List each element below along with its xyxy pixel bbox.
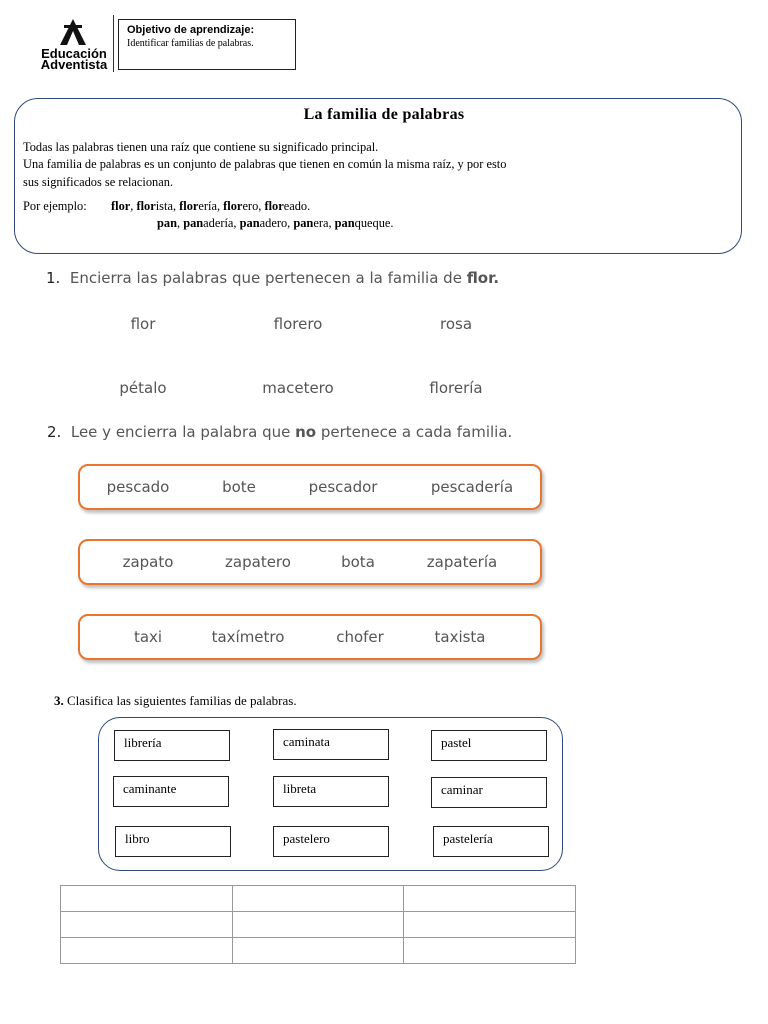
q2-word[interactable]: pescadería <box>430 478 514 496</box>
logo <box>36 18 112 70</box>
logo-line1: Educación <box>41 46 107 61</box>
q2-word[interactable]: taxista <box>434 628 486 646</box>
question-2-number: 2. <box>47 423 62 441</box>
example-suffix: ería, <box>198 199 224 213</box>
word-bank-item[interactable]: libreta <box>273 776 389 807</box>
info-title: La familia de palabras <box>303 106 465 123</box>
example-pan <box>157 216 394 231</box>
example-suffix: era, <box>313 216 335 230</box>
q2-word[interactable]: bota <box>341 553 375 571</box>
table-cell[interactable] <box>232 912 404 938</box>
word-bank-item[interactable]: caminata <box>273 729 389 760</box>
table-cell[interactable] <box>61 912 233 938</box>
example-label: Por ejemplo: <box>23 199 87 213</box>
q2-word[interactable]: zapatería <box>426 553 498 571</box>
q1-word[interactable]: flor <box>130 315 156 333</box>
q1-word[interactable]: rosa <box>439 315 473 333</box>
table-cell[interactable] <box>404 886 576 912</box>
word-bank-item[interactable]: pastelería <box>433 826 549 857</box>
table-row <box>61 886 576 912</box>
info-line-3: sus significados se relacionan. <box>23 175 174 189</box>
q2-word[interactable]: zapato <box>122 553 174 571</box>
table-cell[interactable] <box>61 886 233 912</box>
example-suffix: eado. <box>283 199 311 213</box>
q1-word[interactable]: macetero <box>262 379 334 397</box>
header-divider <box>113 15 114 72</box>
table-row <box>61 912 576 938</box>
example-root: pan <box>157 216 177 230</box>
question-1-number: 1. <box>46 269 61 287</box>
word-bank-item[interactable]: pastelero <box>273 826 389 857</box>
q1-word[interactable]: florería <box>429 379 483 397</box>
example-root: flor <box>136 199 156 213</box>
objective-box <box>118 19 296 70</box>
question-3-number: 3. <box>54 693 64 708</box>
table-row <box>61 938 576 964</box>
q1-word[interactable]: pétalo <box>119 379 167 397</box>
question-1 <box>46 269 499 287</box>
word-bank-item[interactable]: pastel <box>431 730 547 761</box>
example-root: flor <box>223 199 243 213</box>
question-2-bold: no <box>295 423 317 441</box>
q2-word[interactable]: taxi <box>133 628 163 646</box>
example-root: pan <box>293 216 314 230</box>
question-3 <box>54 693 297 709</box>
example-root: pan <box>334 216 355 230</box>
question-2-text-pre: Lee y encierra la palabra que <box>70 423 296 441</box>
objective-title: Objetivo de aprendizaje: <box>127 24 255 36</box>
example-root: flor <box>111 199 131 213</box>
example-suffix: , <box>176 216 184 230</box>
q2-word[interactable]: taxímetro <box>211 628 285 646</box>
example-suffix: ista, <box>155 199 180 213</box>
q1-word[interactable]: florero <box>273 315 323 333</box>
q2-word[interactable]: zapatero <box>225 553 291 571</box>
question-2 <box>47 423 512 441</box>
table-cell[interactable] <box>404 938 576 964</box>
logo-line2: Adventista <box>40 57 108 72</box>
word-bank-item[interactable]: libro <box>115 826 231 857</box>
table-cell[interactable] <box>404 912 576 938</box>
question-2-text-post: pertenece a cada familia. <box>316 423 513 441</box>
word-bank-item[interactable]: caminar <box>431 777 547 808</box>
example-suffix: , <box>130 199 137 213</box>
question-1-text: Encierra las palabras que pertenecen a la familia de <box>69 269 467 287</box>
q2-word[interactable]: pescado <box>106 478 170 496</box>
example-suffix: ero, <box>242 199 265 213</box>
q2-word[interactable]: bote <box>222 478 256 496</box>
q2-word[interactable]: chofer <box>336 628 384 646</box>
info-line-1: Todas las palabras tienen una raíz que contiene su significado principal. <box>23 140 379 154</box>
example-suffix: adero, <box>259 216 294 230</box>
table-cell[interactable] <box>232 886 404 912</box>
example-root: pan <box>183 216 204 230</box>
word-bank-item[interactable]: caminante <box>113 776 229 807</box>
example-suffix: queque. <box>354 216 394 230</box>
objective-text: Identificar familias de palabras. <box>127 38 254 49</box>
question-3-text: Clasifica las siguientes familias de palabras. <box>63 693 297 708</box>
q2-word[interactable]: pescador <box>308 478 378 496</box>
example-root: flor <box>179 199 199 213</box>
table-cell[interactable] <box>232 938 404 964</box>
info-line-2: Una familia de palabras es un conjunto de palabras que tienen en común la misma raíz, y por esto <box>23 157 507 171</box>
classification-table <box>60 885 576 964</box>
example-root: flor <box>264 199 284 213</box>
question-1-bold: flor. <box>466 269 500 287</box>
example-root: pan <box>239 216 260 230</box>
example-suffix: adería, <box>203 216 240 230</box>
logo-icon <box>58 18 88 46</box>
word-bank-item[interactable]: librería <box>114 730 230 761</box>
example-flor <box>111 199 310 214</box>
table-cell[interactable] <box>61 938 233 964</box>
